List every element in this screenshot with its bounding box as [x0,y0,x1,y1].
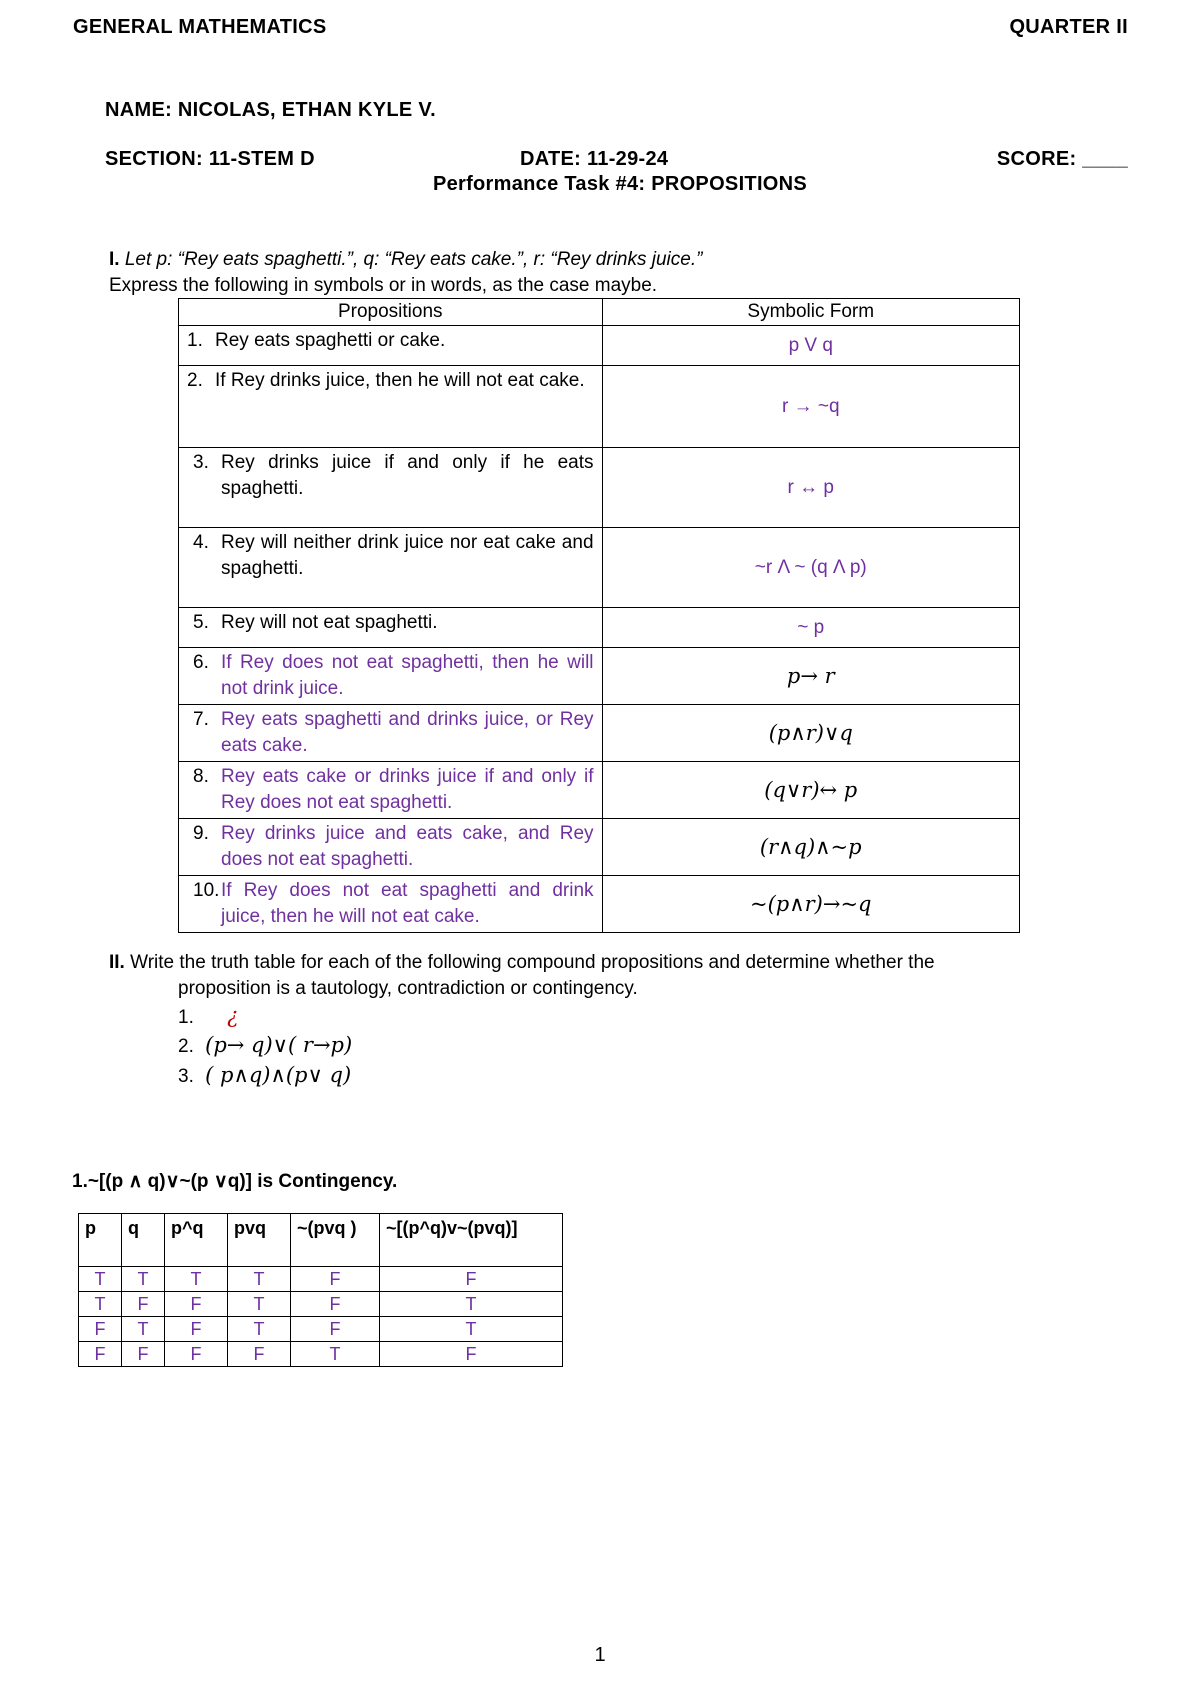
row-number: 4. [193,532,209,553]
truth-header-row [79,1214,563,1267]
truth-cell: T [122,1317,165,1342]
truth-cell: F [165,1292,228,1317]
item-number: 1. [178,1007,194,1028]
table-row [179,366,1020,448]
row-symbol: p→ r [602,648,1019,705]
col-header: q [122,1214,165,1267]
row-symbol: (p∧r)∨q [602,705,1019,762]
table-row [179,762,1020,819]
row-proposition: If Rey does not eat spaghetti and drink juice, then he will not eat cake. [221,880,594,927]
part2-item [178,1033,352,1058]
row-symbol: ~(p∧r)→~q [602,876,1019,933]
row-number: 3. [193,452,209,473]
row-number: 7. [193,709,209,730]
row-number: 1. [187,330,203,351]
col-symbolic: Symbolic Form [602,299,1019,326]
part1-label: I. [109,249,120,270]
truth-cell: T [79,1267,122,1292]
row-symbol: r → ~q [602,366,1019,448]
row-number: 6. [193,652,209,673]
truth-cell: F [380,1267,563,1292]
truth-cell: F [291,1267,380,1292]
truth-cell: T [380,1317,563,1342]
truth-row [79,1342,563,1367]
truth-cell: F [165,1342,228,1367]
part1-instruction: Let p: “Rey eats spaghetti.”, q: “Rey eats cake.”, r: “Rey drinks juice.” [124,249,703,270]
row-symbol: p V q [602,326,1019,366]
propositions-table [178,298,1020,933]
item-expression: (p→ q)∨( r→p) [205,1033,353,1057]
part2-instruction: Write the truth table for each of the following compound propositions and determine whether the [130,952,935,973]
item-number: 2. [178,1036,194,1057]
truth-cell: F [291,1292,380,1317]
table-row [179,648,1020,705]
part2-instruction-line [109,952,935,974]
part1-instruction-line [109,249,702,271]
truth-cell: T [228,1267,291,1292]
row-symbol: ~ p [602,608,1019,648]
row-symbol: (q∨r)↔ p [602,762,1019,819]
task-date: DATE: 11-29-24 [520,148,669,170]
score-field: SCORE: ____ [996,148,1128,170]
part2-label: II. [109,952,125,973]
truth-cell: T [228,1317,291,1342]
table-row [179,528,1020,608]
item-number: 3. [178,1066,194,1087]
table-row [179,705,1020,762]
student-section: SECTION: 11-STEM D [105,148,315,170]
row-proposition: Rey drinks juice and eats cake, and Rey does not eat spaghetti. [221,823,594,870]
table-row [179,326,1020,366]
truth-row [79,1317,563,1342]
truth-cell: F [122,1292,165,1317]
row-proposition: Rey will not eat spaghetti. [221,612,438,633]
truth-cell: T [228,1292,291,1317]
row-number: 10. [193,880,220,901]
row-proposition: Rey eats spaghetti and drinks juice, or Rey eats cake. [221,709,594,756]
row-proposition: Rey drinks juice if and only if he eats spaghetti. [221,452,594,499]
truth-cell: F [380,1342,563,1367]
truth-cell: T [380,1292,563,1317]
page-number: 1 [594,1644,606,1666]
table-row [179,819,1020,876]
col-header: ~(pvq ) [291,1214,380,1267]
table-row [179,876,1020,933]
row-number: 5. [193,612,209,633]
row-proposition: If Rey does not eat spaghetti, then he will not drink juice. [221,652,594,699]
table-header-row [179,299,1020,326]
item-expression: ( p∧q)∧(p∨ q) [205,1063,352,1087]
col-header: p^q [165,1214,228,1267]
table-row [179,608,1020,648]
student-name: NAME: NICOLAS, ETHAN KYLE V. [105,99,437,121]
truth-cell: F [79,1342,122,1367]
truth-row [79,1292,563,1317]
row-number: 8. [193,766,209,787]
row-symbol: ~r Λ ~ (q Λ p) [602,528,1019,608]
truth-cell: T [79,1292,122,1317]
truth-cell: T [165,1267,228,1292]
row-symbol: r ↔ p [602,448,1019,528]
task-title: Performance Task #4: PROPOSITIONS [432,173,808,195]
table-row [179,448,1020,528]
row-proposition: Rey eats spaghetti or cake. [215,330,446,351]
truth-cell: F [291,1317,380,1342]
row-proposition: Rey will neither drink juice nor eat cake and spaghetti. [221,532,594,579]
part1-instruction2: Express the following in symbols or in words, as the case maybe. [109,275,658,296]
row-number: 9. [193,823,209,844]
truth-cell: T [291,1342,380,1367]
truth-row [79,1267,563,1292]
truth-table [78,1213,563,1367]
answer1-heading: 1.~[(p ∧ q)∨~(p ∨q)] is Contingency. [72,1171,398,1192]
part2-item [178,1004,238,1029]
row-number: 2. [187,370,203,391]
truth-cell: T [122,1267,165,1292]
row-symbol: (r∧q)∧~p [602,819,1019,876]
item-expression: ¿ [227,1004,239,1028]
col-header: pvq [228,1214,291,1267]
subject-header: GENERAL MATHEMATICS [73,16,327,38]
truth-cell: F [228,1342,291,1367]
truth-cell: F [122,1342,165,1367]
col-propositions: Propositions [179,299,603,326]
part2-item [178,1063,351,1088]
quarter-header: QUARTER II [1009,16,1128,38]
col-header: ~[(p^q)v~(pvq)] [380,1214,563,1267]
row-proposition: Rey eats cake or drinks juice if and only if Rey does not eat spaghetti. [221,766,594,813]
part2-instruction2: proposition is a tautology, contradiction or contingency. [178,978,638,999]
row-proposition: If Rey drinks juice, then he will not eat cake. [215,370,585,391]
truth-cell: F [79,1317,122,1342]
col-header: p [79,1214,122,1267]
truth-cell: F [165,1317,228,1342]
